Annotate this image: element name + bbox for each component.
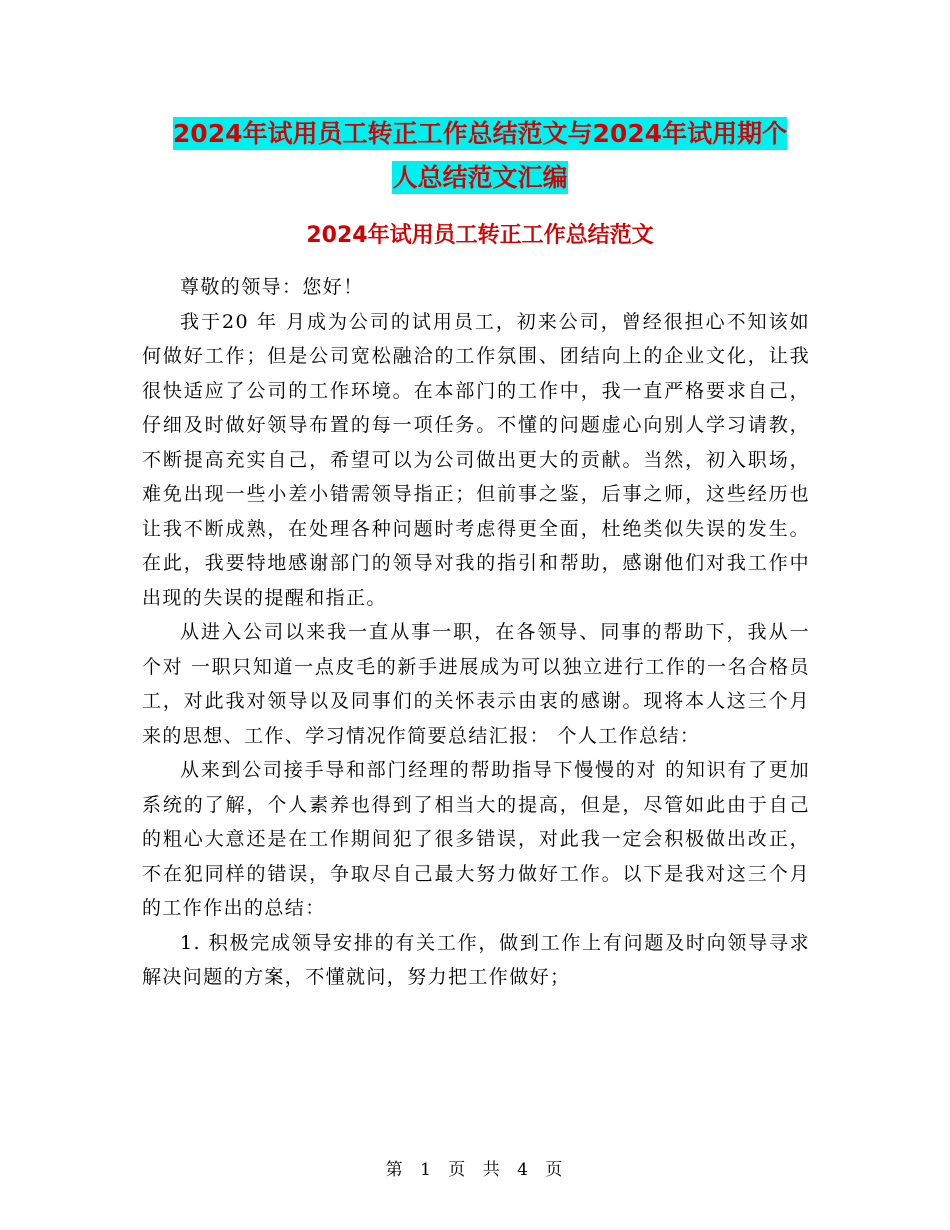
main-title-line-1: 2024年试用员工转正工作总结范文与2024年试用期个 — [172, 119, 788, 148]
section-title: 2024年试用员工转正工作总结范文 — [306, 223, 654, 248]
footer-label-total: 共 — [482, 1160, 502, 1180]
document-main-title — [140, 112, 820, 200]
footer-label-ye: 页 — [448, 1160, 468, 1180]
paragraph: 从进入公司以来我一直从事一职，在各领导、同事的帮助下，我从一个对 一职只知道一点皮毛的新手进展成为可以独立进行工作的一名合格员工，对此我对领导以及同事们的关怀表示由衷的感谢。现将本人这三个月来的思想、工作、学习情况作简要总结汇报： 个人工作总结： — [142, 621, 810, 747]
paragraph: 我于20 年 月成为公司的试用员工，初来公司，曾经很担心不知该如何做好工作；但是公司宽松融洽的工作氛围、团结向上的企业文化，让我很快适应了公司的工作环境。在本部门的工作中，我一直严格要求自己，仔细及时做好领导布置的每一项任务。不懂的问题虚心向别人学习请教，不断提高充实自己，希望可以为公司做出更大的贡献。当然，初入职场，难免出现一些小差小错需领导指正；但前事之鉴，后事之师，这些经历也让我不断成熟，在处理各种问题时考虑得更全面，杜绝类似失误的发生。在此，我要特地感谢部门的领导对我的指引和帮助，感谢他们对我工作中出现的失误的提醒和指正。 — [142, 310, 810, 609]
page-footer — [0, 1155, 950, 1180]
paragraph-list-item: 1. 积极完成领导安排的有关工作，做到工作上有问题及时向领导寻求解决问题的方案，不懂就问，努力把工作做好； — [142, 931, 810, 988]
paragraph-greeting: 尊敬的领导：您好！ — [180, 276, 364, 298]
paragraph: 从来到公司接手导和部门经理的帮助指导下慢慢的对 的知识有了更加系统的了解，个人素养也得到了相当大的提高，但是，尽管如此由于自己的粗心大意还是在工作期间犯了很多错误，对此我一定会积极做出改正，不在犯同样的错误，争取尽自己最大努力做好工作。以下是我对这三个月的工作作出的总结： — [142, 759, 810, 919]
footer-total-pages: 4 — [517, 1160, 530, 1180]
footer-label-ye-2: 页 — [545, 1160, 565, 1180]
footer-current-page: 1 — [420, 1160, 433, 1180]
document-body — [142, 270, 810, 995]
footer-label-page: 第 — [385, 1160, 405, 1180]
main-title-line-2: 人总结范文汇编 — [392, 163, 568, 192]
